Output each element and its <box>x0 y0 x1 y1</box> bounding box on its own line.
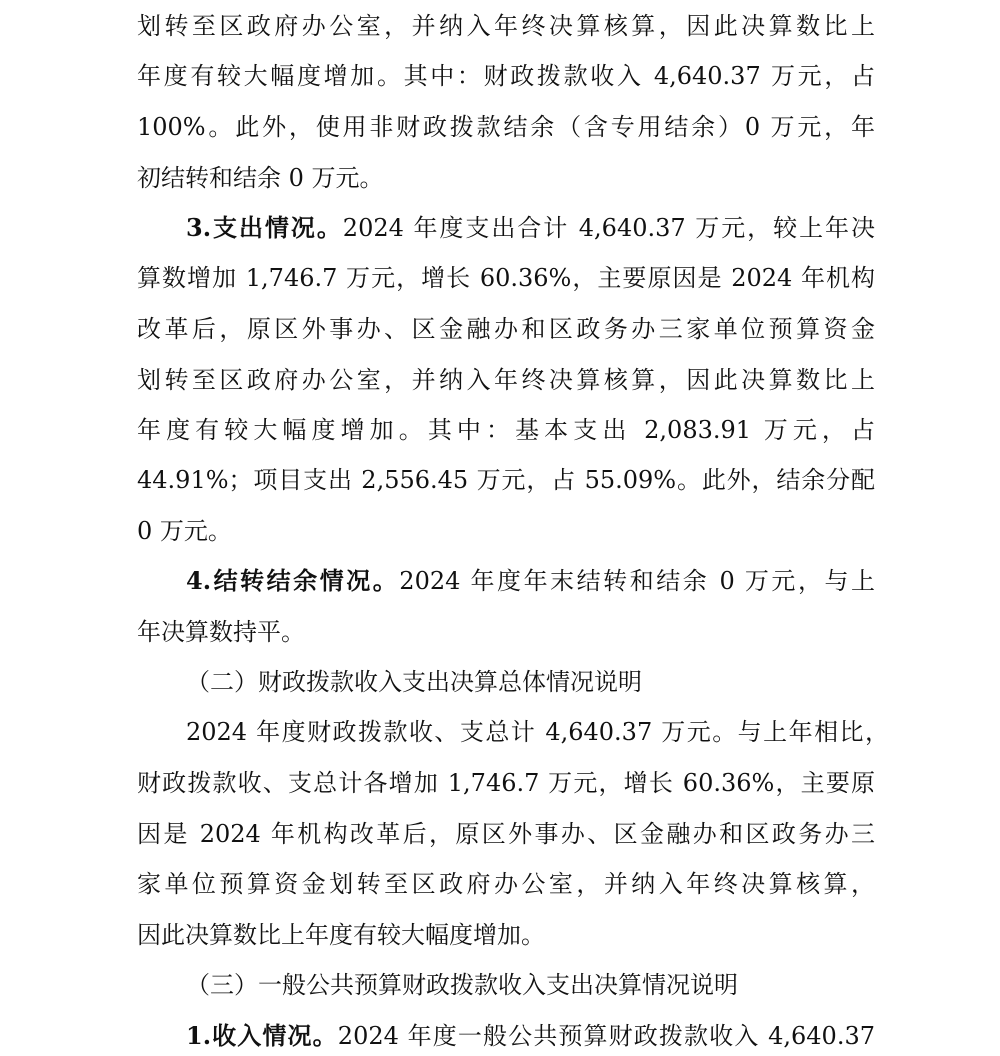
body-line: 财政拨款收、支总计各增加 1,746.7 万元，增长 60.36%，主要原 <box>137 769 875 797</box>
subsection-heading-fiscal-appropriation: （二）财政拨款收入支出决算总体情况说明 <box>186 668 642 696</box>
section-expenditure-line: 3.支出情况。2024 年度支出合计 4,640.37 万元，较上年决 <box>186 213 875 242</box>
body-line: 0 万元。 <box>137 517 232 545</box>
body-line: 44.91%；项目支出 2,556.45 万元，占 55.09%。此外，结余分配 <box>137 466 875 494</box>
body-line: 划转至区政府办公室，并纳入年终决算核算，因此决算数比上 <box>137 12 875 40</box>
body-line: 因此决算数比上年度有较大幅度增加。 <box>137 921 545 949</box>
section-heading-expenditure: 3.支出情况。 <box>186 213 343 242</box>
section-income-line: 1.收入情况。2024 年度一般公共预算财政拨款收入 4,640.37 <box>186 1021 875 1050</box>
body-line: 算数增加 1,746.7 万元，增长 60.36%，主要原因是 2024 年机构 <box>137 264 875 292</box>
body-line: 家单位预算资金划转至区政府办公室，并纳入年终决算核算， <box>137 870 875 898</box>
subsection-heading-general-public-budget: （三）一般公共预算财政拨款收入支出决算情况说明 <box>186 971 738 999</box>
section-carryover-line: 4.结转结余情况。2024 年度年末结转和结余 0 万元，与上 <box>186 566 875 595</box>
body-line: 2024 年度财政拨款收、支总计 4,640.37 万元。与上年相比， <box>186 718 889 746</box>
body-line: 年度有较大幅度增加。其中：财政拨款收入 4,640.37 万元，占 <box>137 62 875 90</box>
body-line: 初结转和结余 0 万元。 <box>137 164 384 192</box>
body-line: 年度有较大幅度增加。其中：基本支出 2,083.91 万元，占 <box>137 416 875 444</box>
section-heading-income: 1.收入情况。 <box>186 1021 338 1050</box>
body-line: 划转至区政府办公室，并纳入年终决算核算，因此决算数比上 <box>137 366 875 394</box>
body-line: 改革后，原区外事办、区金融办和区政务办三家单位预算资金 <box>137 315 875 343</box>
body-line: 年决算数持平。 <box>137 618 305 646</box>
body-line: 因是 2024 年机构改革后，原区外事办、区金融办和区政务办三 <box>137 820 875 848</box>
body-line: 100%。此外，使用非财政拨款结余（含专用结余）0 万元，年 <box>137 113 875 141</box>
section-heading-carryover: 4.结转结余情况。 <box>186 566 400 595</box>
